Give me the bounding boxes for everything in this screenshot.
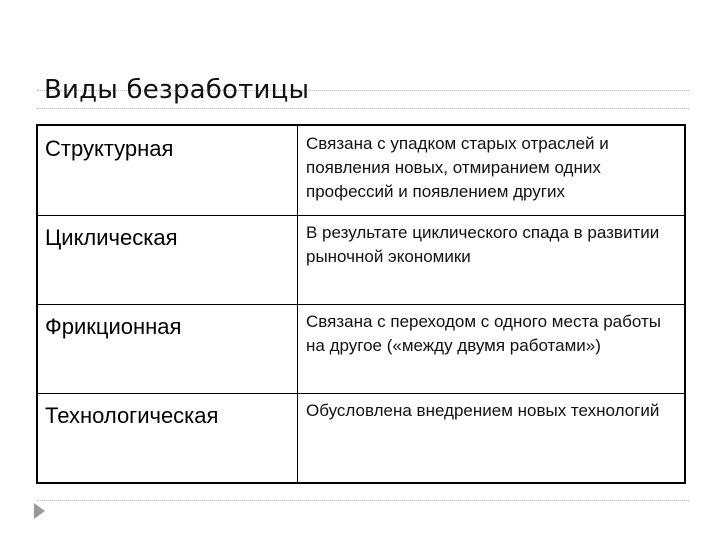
term-cell: Структурная <box>45 136 174 161</box>
footer-divider <box>37 500 689 501</box>
term-cell: Фрикционная <box>45 314 182 339</box>
slide-header <box>37 70 689 110</box>
table-row <box>38 126 684 215</box>
unemployment-types-table <box>36 124 686 484</box>
table-row <box>38 393 684 482</box>
term-cell: Технологическая <box>45 403 219 428</box>
description-cell: Связана с переходом с одного места работы на другое («между двумя работами») <box>306 312 661 355</box>
table-row <box>38 304 684 393</box>
description-cell: Обусловлена внедрением новых технологий <box>306 401 660 420</box>
slide-title: Виды безработицы <box>44 75 310 105</box>
term-cell: Циклическая <box>45 225 178 250</box>
triangle-bullet-icon <box>34 503 45 519</box>
description-cell: В результате циклического спада в развитии рыночной экономики <box>306 223 660 266</box>
title-divider-bottom <box>37 108 689 109</box>
description-cell: Связана с упадком старых отраслей и появления новых, отмиранием одних профессий и появлением других <box>306 134 609 201</box>
table-row <box>38 215 684 304</box>
